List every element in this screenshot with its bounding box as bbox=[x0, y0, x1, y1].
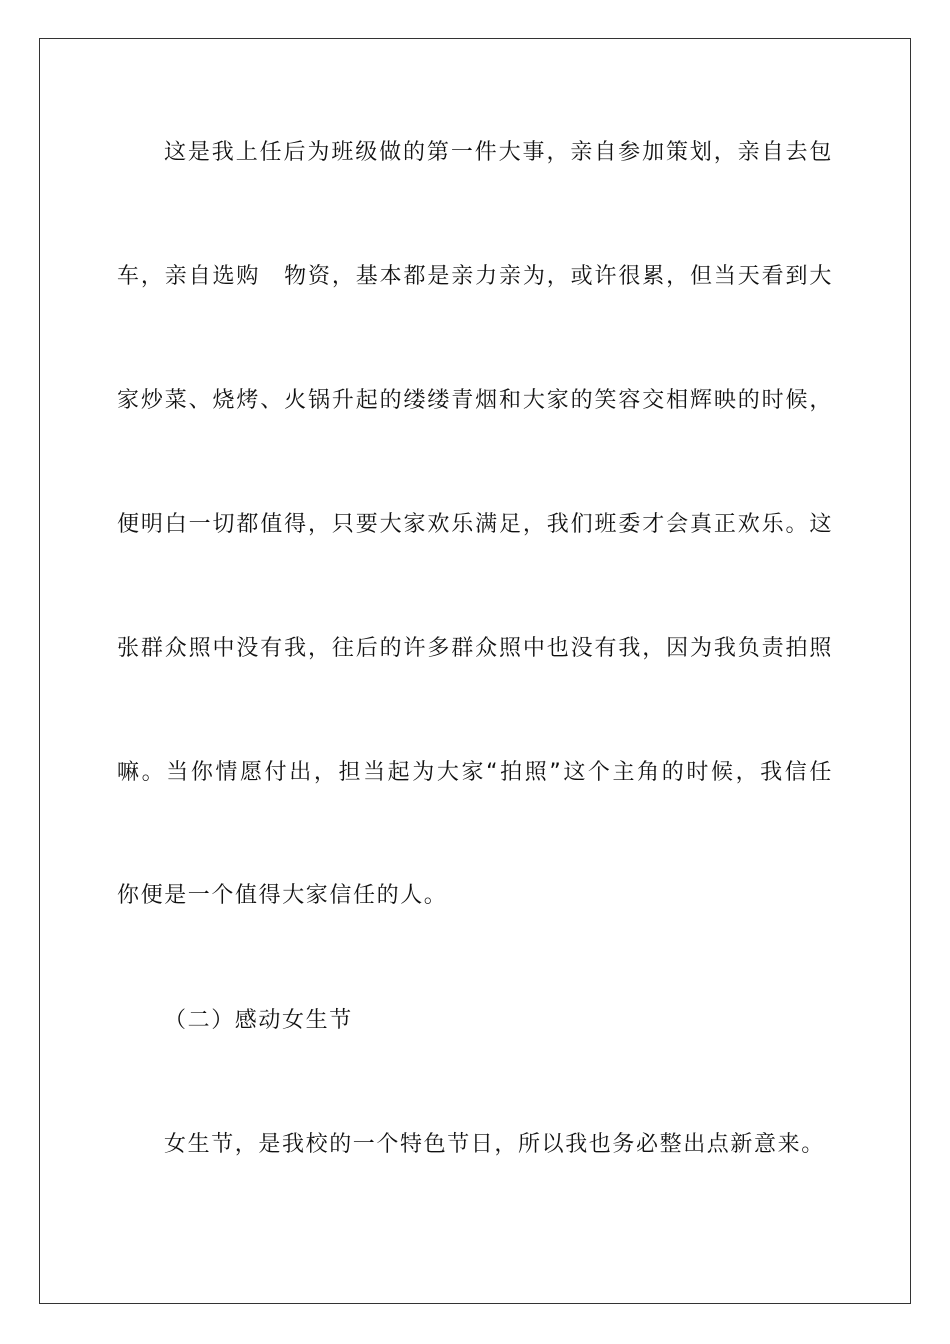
page-border bbox=[39, 38, 911, 1304]
paragraph-1-line-7: 你便是一个值得大家信任的人。 bbox=[117, 883, 448, 908]
paragraph-1-line-1: 这是我上任后为班级做的第一件大事，亲自参加策划，亲自去包 bbox=[164, 140, 833, 165]
section-heading: （二）感动女生节 bbox=[164, 1008, 353, 1033]
paragraph-2-line-1: 女生节，是我校的一个特色节日，所以我也务必整出点新意来。 bbox=[164, 1132, 825, 1157]
paragraph-1-line-4: 便明白一切都值得，只要大家欢乐满足，我们班委才会真正欢乐。这 bbox=[117, 512, 833, 537]
paragraph-1-line-5: 张群众照中没有我，往后的许多群众照中也没有我，因为我负责拍照 bbox=[117, 636, 833, 661]
paragraph-1-line-3: 家炒菜、烧烤、火锅升起的缕缕青烟和大家的笑容交相辉映的时候， bbox=[117, 388, 833, 413]
paragraph-1-line-2: 车，亲自选购 物资，基本都是亲力亲为，或许很累，但当天看到大 bbox=[117, 264, 833, 289]
paragraph-1-line-6: 嘛。当你情愿付出，担当起为大家“拍照”这个主角的时候，我信任 bbox=[117, 760, 833, 785]
